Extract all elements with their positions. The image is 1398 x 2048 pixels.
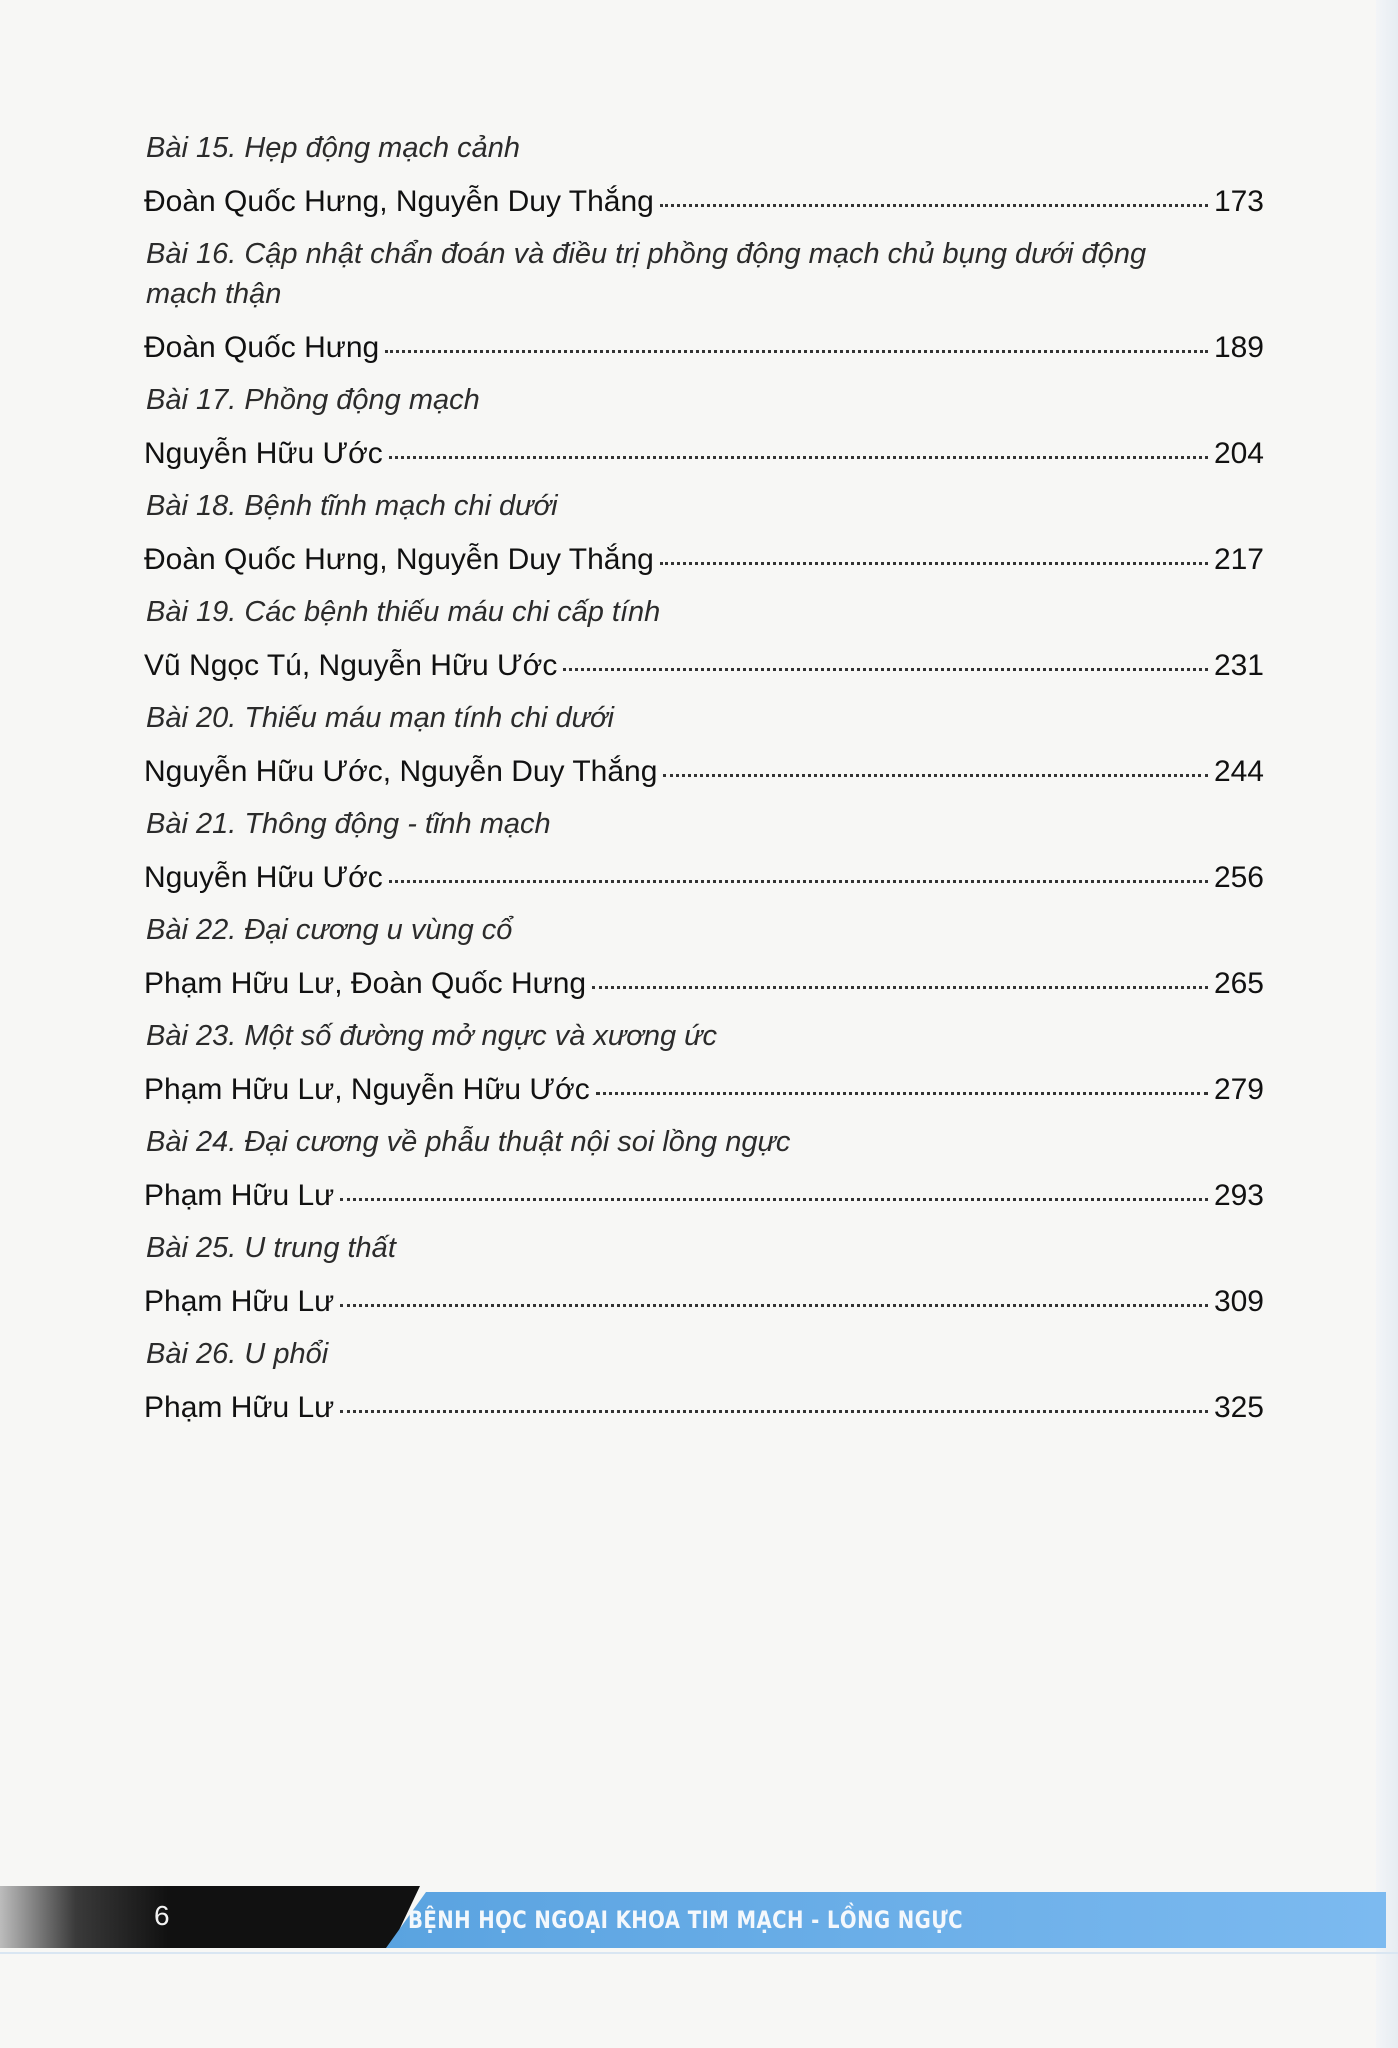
toc-entry-author-line xyxy=(144,540,1264,580)
toc-entry xyxy=(144,1334,1264,1428)
toc-entry-page: 189 xyxy=(1213,331,1264,364)
toc-entry-author: Nguyễn Hữu Ước xyxy=(144,861,383,894)
toc-entry xyxy=(144,128,1264,222)
toc-entry-page: 231 xyxy=(1213,649,1264,682)
toc-entry-author: Đoàn Quốc Hưng xyxy=(144,331,380,364)
toc-entry-author: Phạm Hữu Lư xyxy=(144,1285,335,1318)
toc-entry-author-line xyxy=(144,1176,1264,1216)
toc-entry-page: 293 xyxy=(1213,1179,1264,1212)
leader-dots xyxy=(385,350,1208,353)
leader-dots xyxy=(389,456,1208,459)
footer-divider xyxy=(0,1952,1398,1954)
toc-entry-title: Bài 17. Phồng động mạch xyxy=(146,384,480,416)
toc-entry-author-line xyxy=(144,1282,1264,1322)
leader-dots xyxy=(389,880,1208,883)
toc-entry-page: 256 xyxy=(1213,861,1264,894)
toc-entry-author: Phạm Hữu Lư, Nguyễn Hữu Ước xyxy=(144,1073,590,1106)
toc-entry-author: Phạm Hữu Lư, Đoàn Quốc Hưng xyxy=(144,967,587,1000)
toc-entry-title: Bài 19. Các bệnh thiếu máu chi cấp tính xyxy=(146,596,661,628)
toc-entry-title: Bài 15. Hẹp động mạch cảnh xyxy=(146,132,521,164)
footer-dark-band xyxy=(0,1886,420,1948)
toc-entry-title: Bài 23. Một số đường mở ngực và xương ức xyxy=(146,1020,718,1052)
leader-dots xyxy=(340,1198,1208,1201)
toc-entry-title: Bài 26. U phổi xyxy=(146,1338,329,1370)
toc-entry-page: 173 xyxy=(1213,185,1264,218)
toc-entry-page: 217 xyxy=(1213,543,1264,576)
toc-entry xyxy=(144,1122,1264,1216)
toc-entry-author-line xyxy=(144,434,1264,474)
leader-dots xyxy=(563,668,1208,671)
toc-entry-title: Bài 22. Đại cương u vùng cổ xyxy=(146,914,513,946)
toc-entry-author-line xyxy=(144,1070,1264,1110)
leader-dots xyxy=(596,1092,1208,1095)
toc-entry xyxy=(144,910,1264,1004)
leader-dots xyxy=(340,1410,1208,1413)
toc-entry xyxy=(144,380,1264,474)
toc-entry-author: Vũ Ngọc Tú, Nguyễn Hữu Ước xyxy=(144,649,558,682)
toc-entry-author: Phạm Hữu Lư xyxy=(144,1391,335,1424)
toc-entry-page: 265 xyxy=(1213,967,1264,1000)
leader-dots xyxy=(660,562,1208,565)
toc-entry-page: 309 xyxy=(1213,1285,1264,1318)
toc-entry-author: Phạm Hữu Lư xyxy=(144,1179,335,1212)
toc-entry-title: Bài 21. Thông động - tĩnh mạch xyxy=(146,808,551,840)
toc-entry-author-line xyxy=(144,752,1264,792)
toc-entry-author: Đoàn Quốc Hưng, Nguyễn Duy Thắng xyxy=(144,185,654,218)
toc-entry xyxy=(144,804,1264,898)
toc-entry-author-line xyxy=(144,858,1264,898)
toc-entry-author-line xyxy=(144,964,1264,1004)
toc-entry-title: Bài 24. Đại cương về phẫu thuật nội soi lồng ngực xyxy=(146,1126,791,1158)
leader-dots xyxy=(592,986,1208,989)
toc-entry-page: 279 xyxy=(1213,1073,1264,1106)
toc-entry-author-line xyxy=(144,328,1264,368)
toc-entry xyxy=(144,1016,1264,1110)
toc-entry-author: Nguyễn Hữu Ước, Nguyễn Duy Thắng xyxy=(144,755,658,788)
footer-page-number: 6 xyxy=(154,1900,170,1931)
toc-entry xyxy=(144,592,1264,686)
toc-entry xyxy=(144,698,1264,792)
table-of-contents xyxy=(144,128,1264,1440)
toc-entry-title: Bài 18. Bệnh tĩnh mạch chi dưới xyxy=(146,490,558,522)
toc-entry-title: Bài 16. Cập nhật chẩn đoán và điều trị phồng động mạch chủ bụng dưới động mạch thận xyxy=(146,238,1147,310)
toc-entry-author: Đoàn Quốc Hưng, Nguyễn Duy Thắng xyxy=(144,543,654,576)
leader-dots xyxy=(663,774,1208,777)
leader-dots xyxy=(660,204,1208,207)
toc-entry xyxy=(144,234,1264,368)
toc-entry-author-line xyxy=(144,182,1264,222)
toc-entry xyxy=(144,486,1264,580)
page-footer xyxy=(0,1886,1398,1948)
toc-entry-author-line xyxy=(144,1388,1264,1428)
toc-entry-title: Bài 20. Thiếu máu mạn tính chi dưới xyxy=(146,702,614,734)
toc-entry-author: Nguyễn Hữu Ước xyxy=(144,437,383,470)
toc-entry xyxy=(144,1228,1264,1322)
toc-entry-page: 244 xyxy=(1213,755,1264,788)
toc-entry-title: Bài 25. U trung thất xyxy=(146,1232,396,1264)
toc-entry-author-line xyxy=(144,646,1264,686)
toc-entry-page: 325 xyxy=(1213,1391,1264,1424)
toc-entry-page: 204 xyxy=(1213,437,1264,470)
leader-dots xyxy=(340,1304,1208,1307)
footer-book-title: BỆNH HỌC NGOẠI KHOA TIM MẠCH - LỒNG NGỰC xyxy=(408,1906,963,1934)
page-edge xyxy=(1376,0,1398,2048)
